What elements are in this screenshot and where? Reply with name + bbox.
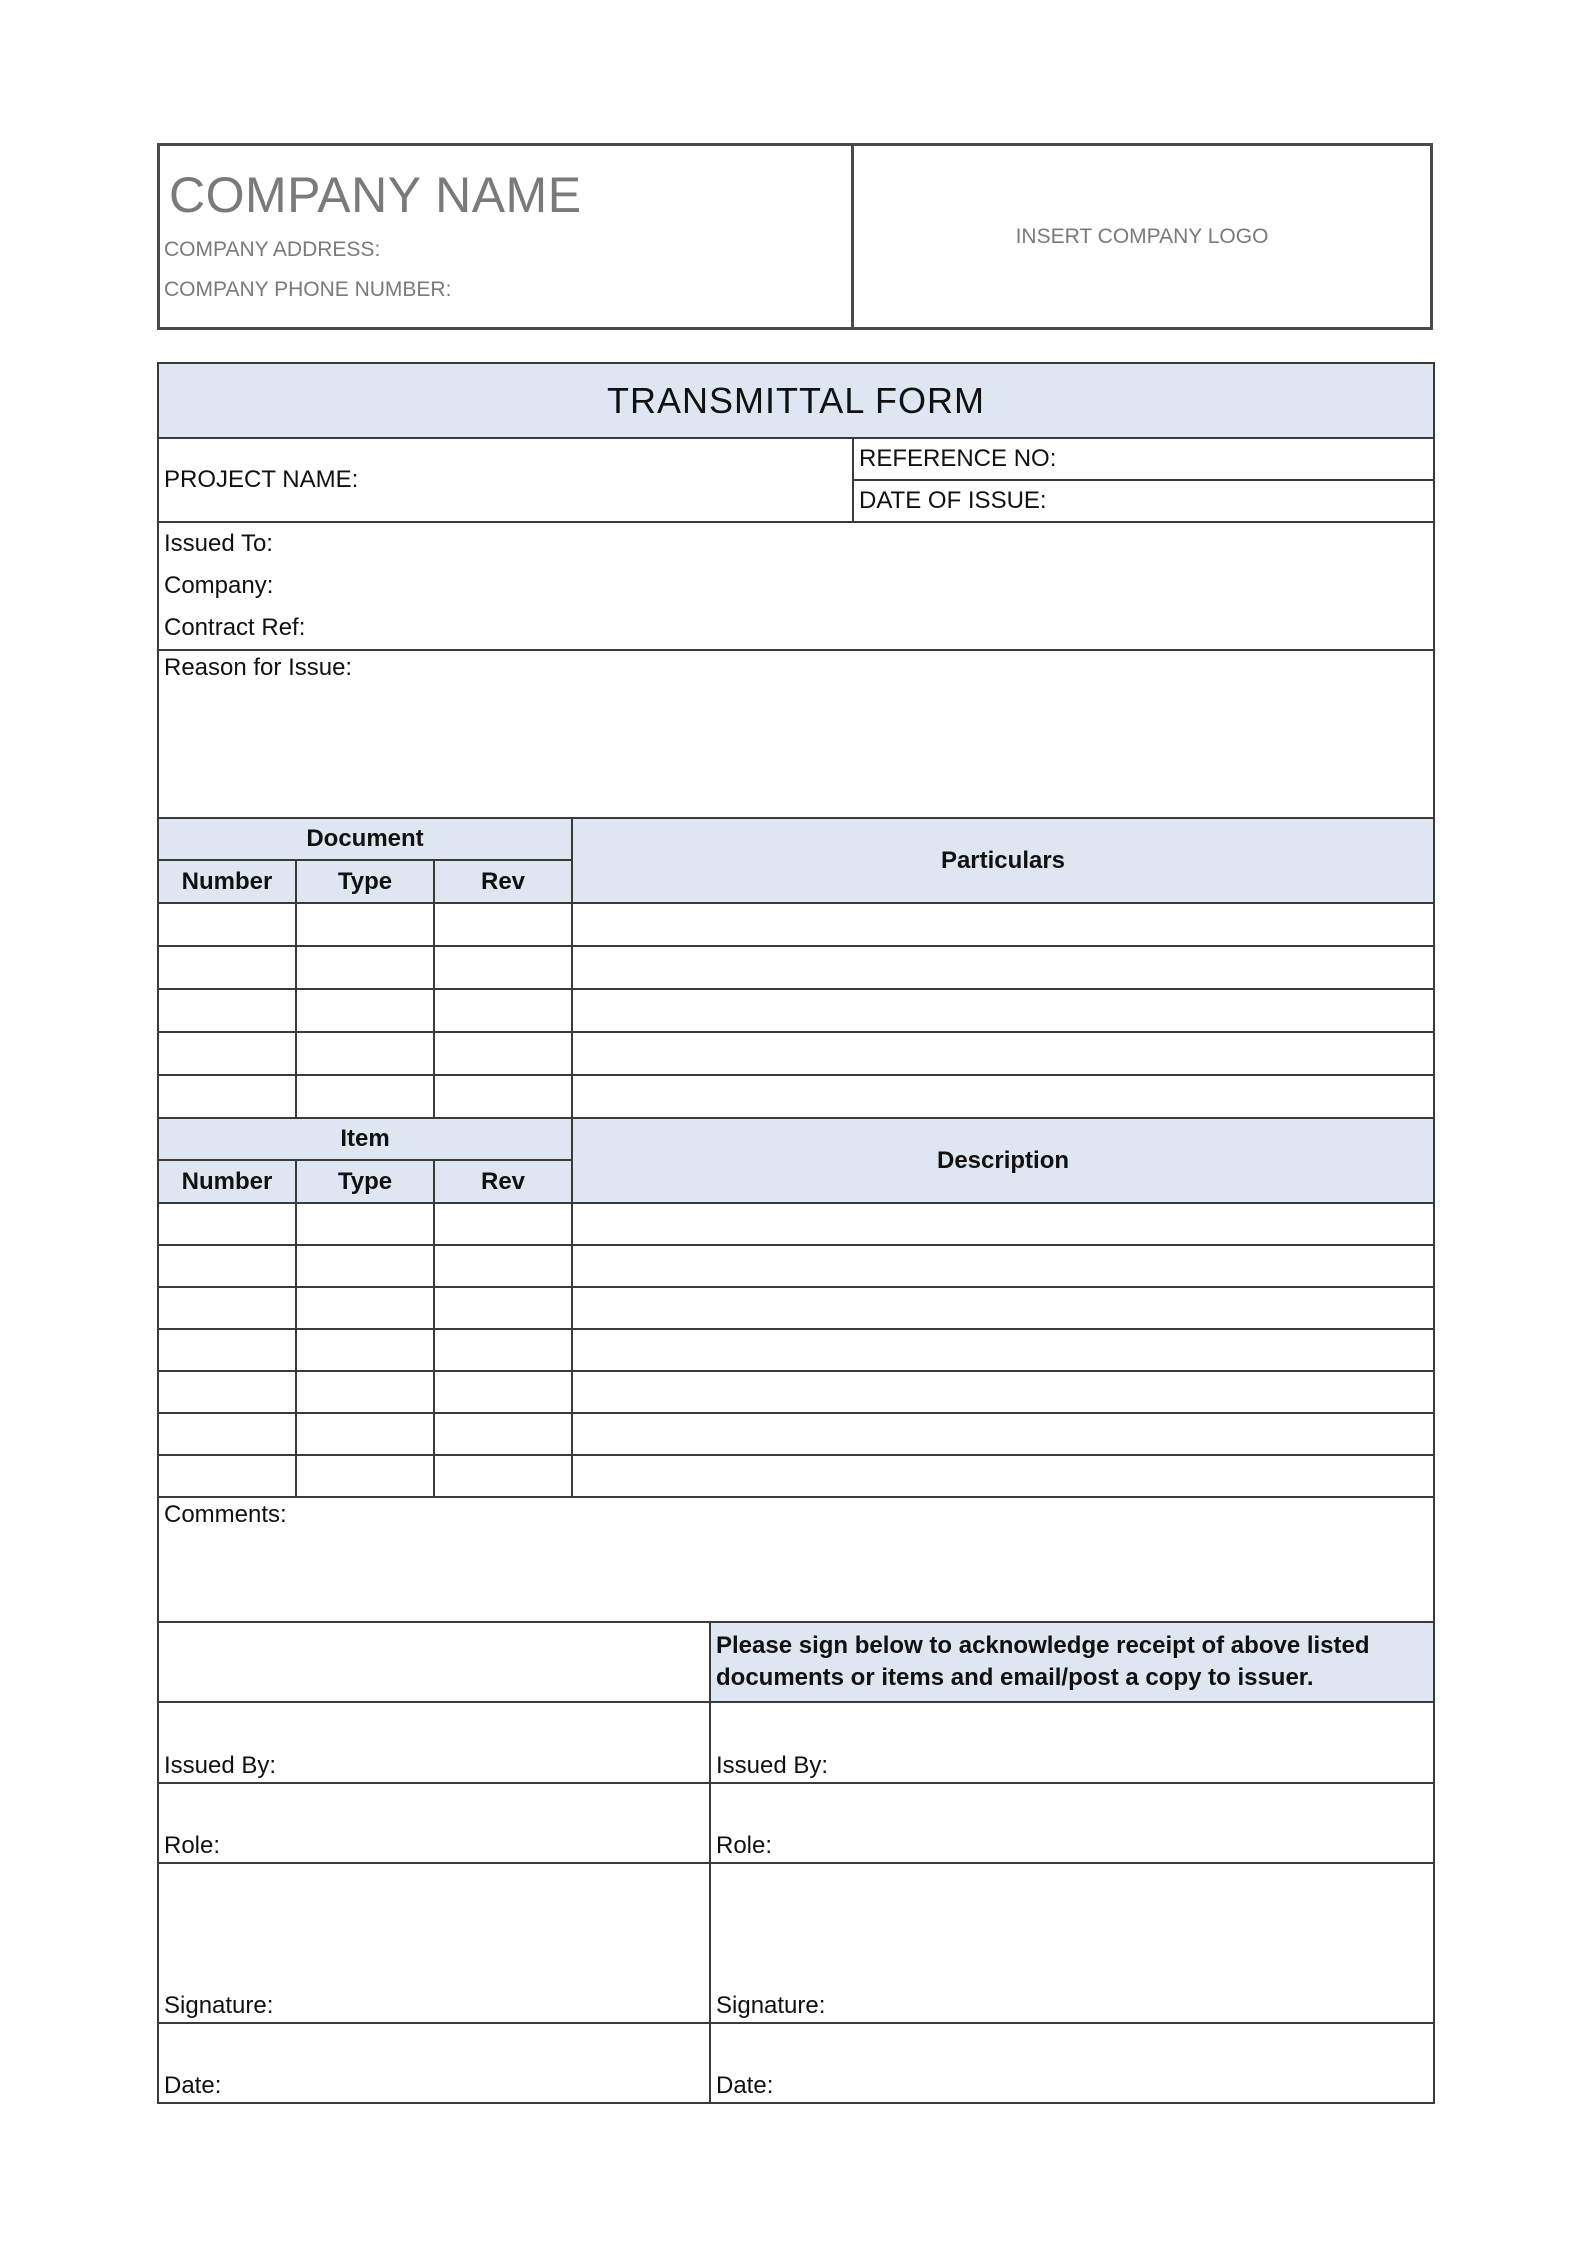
document-type-header: Type (296, 860, 434, 903)
company-info (160, 146, 854, 327)
project-row (158, 438, 1434, 480)
issuer-date-field[interactable]: Date: (158, 2023, 710, 2103)
recipient-block[interactable] (158, 522, 1434, 650)
document-particulars-cell[interactable] (572, 903, 1434, 946)
document-particulars-cell[interactable] (572, 1075, 1434, 1118)
item-number-header: Number (158, 1160, 296, 1203)
item-number-cell[interactable] (158, 1203, 296, 1245)
issued-by-row (158, 1702, 1434, 1783)
document-group-header: Document (158, 818, 572, 860)
date-signoff-row (158, 2023, 1434, 2103)
document-row (158, 903, 1434, 946)
document-rev-cell[interactable] (434, 1032, 572, 1075)
document-type-cell[interactable] (296, 989, 434, 1032)
particulars-header: Particulars (572, 818, 1434, 903)
item-number-cell[interactable] (158, 1245, 296, 1287)
comments-row (158, 1497, 1434, 1622)
item-row (158, 1245, 1434, 1287)
document-number-cell[interactable] (158, 989, 296, 1032)
item-description-cell[interactable] (572, 1245, 1434, 1287)
item-description-cell[interactable] (572, 1455, 1434, 1497)
item-type-cell[interactable] (296, 1413, 434, 1455)
form-title: TRANSMITTAL FORM (158, 363, 1434, 438)
logo-placeholder-text: INSERT COMPANY LOGO (1015, 224, 1269, 248)
document-particulars-cell[interactable] (572, 1032, 1434, 1075)
item-number-cell[interactable] (158, 1413, 296, 1455)
document-rev-cell[interactable] (434, 946, 572, 989)
document-rev-cell[interactable] (434, 903, 572, 946)
item-type-cell[interactable] (296, 1287, 434, 1329)
reason-row (158, 650, 1434, 818)
comments-field[interactable]: Comments: (158, 1497, 1434, 1622)
item-row (158, 1203, 1434, 1245)
item-rev-cell[interactable] (434, 1455, 572, 1497)
document-row (158, 989, 1434, 1032)
document-row (158, 1032, 1434, 1075)
description-header: Description (572, 1118, 1434, 1203)
issuer-role-field[interactable]: Role: (158, 1783, 710, 1863)
document-number-cell[interactable] (158, 1075, 296, 1118)
document-particulars-cell[interactable] (572, 989, 1434, 1032)
item-description-cell[interactable] (572, 1329, 1434, 1371)
recipient-row (158, 522, 1434, 650)
item-rev-cell[interactable] (434, 1371, 572, 1413)
logo-placeholder (854, 146, 1430, 327)
document-number-header: Number (158, 860, 296, 903)
issued-to-label: Issued To: (164, 530, 273, 557)
document-rev-cell[interactable] (434, 1075, 572, 1118)
acknowledgement-blank-cell (158, 1622, 710, 1702)
document-number-cell[interactable] (158, 903, 296, 946)
document-row (158, 946, 1434, 989)
document-type-cell[interactable] (296, 946, 434, 989)
document-type-cell[interactable] (296, 1032, 434, 1075)
recipient-date-field[interactable]: Date: (710, 2023, 1434, 2103)
item-row (158, 1371, 1434, 1413)
item-type-header: Type (296, 1160, 434, 1203)
document-rev-header: Rev (434, 860, 572, 903)
document-number-cell[interactable] (158, 1032, 296, 1075)
document-header-row (158, 818, 1434, 860)
document-type-cell[interactable] (296, 1075, 434, 1118)
reference-no-field[interactable]: REFERENCE NO: (853, 438, 1434, 480)
company-address: COMPANY ADDRESS: (164, 238, 381, 261)
recipient-role-field[interactable]: Role: (710, 1783, 1434, 1863)
item-row (158, 1455, 1434, 1497)
item-rev-cell[interactable] (434, 1203, 572, 1245)
item-number-cell[interactable] (158, 1329, 296, 1371)
recipient-signature-field[interactable]: Signature: (710, 1863, 1434, 2023)
role-row (158, 1783, 1434, 1863)
item-group-header: Item (158, 1118, 572, 1160)
document-rev-cell[interactable] (434, 989, 572, 1032)
title-row (158, 363, 1434, 438)
item-rev-cell[interactable] (434, 1287, 572, 1329)
issuer-signature-field[interactable]: Signature: (158, 1863, 710, 2023)
signature-row (158, 1863, 1434, 2023)
item-row (158, 1287, 1434, 1329)
acknowledgement-row (158, 1622, 1434, 1702)
item-header-row (158, 1118, 1434, 1160)
transmittal-form (157, 362, 1435, 2104)
item-description-cell[interactable] (572, 1371, 1434, 1413)
document-number-cell[interactable] (158, 946, 296, 989)
company-name: COMPANY NAME (169, 167, 582, 223)
recipient-issued-by-field[interactable]: Issued By: (710, 1702, 1434, 1783)
item-description-cell[interactable] (572, 1287, 1434, 1329)
reason-for-issue-field[interactable]: Reason for Issue: (158, 650, 1434, 818)
item-number-cell[interactable] (158, 1455, 296, 1497)
contract-ref-label: Contract Ref: (164, 614, 306, 641)
item-number-cell[interactable] (158, 1287, 296, 1329)
item-rev-cell[interactable] (434, 1329, 572, 1371)
company-phone: COMPANY PHONE NUMBER: (164, 278, 452, 301)
acknowledgement-text: Please sign below to acknowledge receipt of above listed documents or items and email/post a copy to issuer. (710, 1622, 1434, 1702)
item-type-cell[interactable] (296, 1455, 434, 1497)
document-row (158, 1075, 1434, 1118)
item-row (158, 1329, 1434, 1371)
item-rev-cell[interactable] (434, 1245, 572, 1287)
item-number-cell[interactable] (158, 1371, 296, 1413)
item-type-cell[interactable] (296, 1371, 434, 1413)
item-description-cell[interactable] (572, 1203, 1434, 1245)
item-description-cell[interactable] (572, 1413, 1434, 1455)
document-particulars-cell[interactable] (572, 946, 1434, 989)
issuer-issued-by-field[interactable]: Issued By: (158, 1702, 710, 1783)
item-type-cell[interactable] (296, 1329, 434, 1371)
item-type-cell[interactable] (296, 1203, 434, 1245)
item-type-cell[interactable] (296, 1245, 434, 1287)
document-type-cell[interactable] (296, 903, 434, 946)
item-row (158, 1413, 1434, 1455)
project-name-field[interactable]: PROJECT NAME: (158, 438, 853, 522)
item-rev-cell[interactable] (434, 1413, 572, 1455)
company-label: Company: (164, 572, 274, 599)
item-rev-header: Rev (434, 1160, 572, 1203)
company-header (157, 143, 1433, 330)
date-of-issue-field[interactable]: DATE OF ISSUE: (853, 480, 1434, 522)
